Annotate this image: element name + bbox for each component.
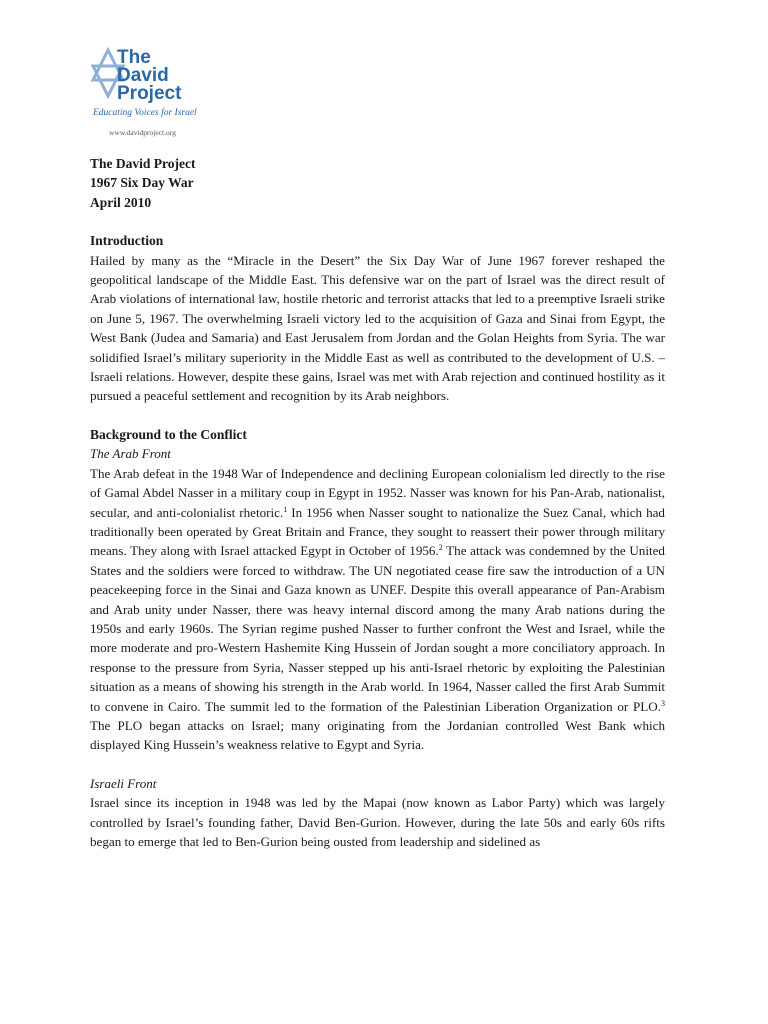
israeli-front-heading: Israeli Front [90, 775, 157, 791]
header-topic: 1967 Six Day War [90, 175, 194, 191]
arab-text-2: In 1956 when Nasser sought to nationalize the Suez Canal, which had traditionally been operated by Great Britain and France, they sought to reassert their power through military means. They along with Israel attacked Egypt in October of 1956. [90, 504, 665, 559]
footnote-ref-1[interactable]: 1 [283, 504, 288, 514]
intro-heading: Introduction [90, 233, 164, 249]
logo-word-david: David [117, 65, 169, 86]
david-project-logo [90, 42, 230, 142]
header-org: The David Project [90, 156, 196, 171]
intro-paragraph: Hailed by many as the “Miracle in the Desert” the Six Day War of June 1967 forever reshaped the geopolitical landscape of the Middle East. This defensive war on the part of Israel was the direct result of Arab violations of international law, hostile rhetoric and terrorist attacks that led to a preemptive Israeli strike on June 5, 1967. The overwhelming Israeli victory led to the acquisition of Gaza and Sinai from Egypt, the West Bank (Judea and Samaria) and East Jerusalem from Jordan and the Golan Heights from Syria. The war solidified Israel’s military superiority in the Middle East as well as contributed to the development of U.S. – Israeli relations. However, despite these gains, Israel was met with Arab rejection and continued hostility as it pursued a peaceful settlement and recognition by its Arab neighbors. [90, 252, 665, 404]
logo-url: www.davidproject.org [109, 128, 176, 137]
background-heading: Background to the Conflict [90, 426, 247, 442]
arab-text-3: The attack was condemned by the United States and the soldiers were forced to withdraw. The UN negotiated cease fire saw the introduction of a UN peacekeeping force in the Sinai and Gaza known as UNEF. Despite this overall appearance of Pan-Arabism and Arab unity under Nasser, there was heavy internal discord among the many Arab nations during the 1950s and early 1960s. The Syrian regime pushed Nasser to further confront the West and Israel, while the more moderate and pro-Western Hashemite King Hussein of Jordan sought a more conciliatory approach. In response to the pressure from Syria, Nasser stepped up his anti-Israel rhetoric by exploiting the Palestinian situation as a means of showing his strength in the Arab world. In 1964, Nasser called the first Arab Summit to convene in Cairo. The summit led to the formation of the Palestinian Liberation Organization or PLO. [90, 543, 665, 714]
footnote-ref-3[interactable]: 3 [661, 698, 665, 708]
document-body [90, 154, 665, 851]
logo-tagline: Educating Voices for Israel [93, 108, 197, 118]
arab-front-heading: The Arab Front [90, 446, 171, 462]
logo-word-the: The [117, 47, 151, 68]
israeli-front-paragraph: Israel since its inception in 1948 was led by the Mapai (now known as Labor Party) which was largely controlled by Israel’s founding father, David Ben-Gurion. However, during the late 50s and early 60s rifts began to emerge that led to Ben-Gurion being ousted from leadership and sidelined as [90, 795, 665, 849]
logo-word-project: Project [117, 83, 182, 104]
arab-front-paragraph [90, 464, 665, 755]
arab-text-1: The Arab defeat in the 1948 War of Independence and declining European colonialism led directly to the rise of Gamal Abdel Nasser in a military coup in Egypt in 1952. Nasser was known for his Pan-Arab, nationalist, secular, and anti-colonialist rhetoric. [90, 465, 665, 520]
footnote-ref-2[interactable]: 2 [438, 543, 443, 553]
header-date: April 2010 [90, 194, 152, 210]
arab-text-4: The PLO began attacks on Israel; many originating from the Jordanian controlled West Bank which displayed King Hussein’s weakness relative to Egypt and Syria. [90, 717, 665, 753]
